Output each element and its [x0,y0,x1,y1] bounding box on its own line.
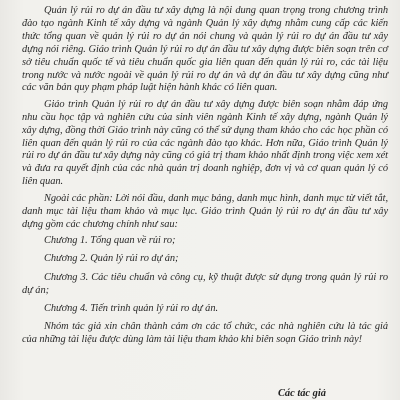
paragraph-purpose: Giáo trình Quản lý rủi ro dự án đầu tư xây dựng được biên soạn nhằm đáp ứng nhu cầu học tập và nghiên cứu của sinh viên ngành Kinh tế xây dựng, ngành Quản lý xây dựng, đồng thời Giáo trình này cũng có thể sử dụng tham khảo cho các học phần có liên quan đến quản lý rủi ro của các ngành đào tạo khác. Hơn nữa, Giáo trình Quản lý rủi ro dự án đầu tư xây dựng này cũng có giá trị tham khảo nhất định trong việc xem xét và đưa ra quyết định của các nhà quản trị doanh nghiệp, đơn vị và cơ quan quản lý có liên quan. [22,98,388,188]
paragraph-structure: Ngoài các phần: Lời nói đầu, danh mục bảng, danh mục hình, danh mục từ viết tắt, danh mục tài liệu tham khảo và mục lục. Giáo trình Quản lý rủi ro dự án đầu tư xây dựng gồm các chương chính như sau: [22,192,388,230]
paragraph-intro: Quản lý rủi ro dự án đầu tư xây dựng là nội dung quan trọng trong chương trình đào tạo ngành Kinh tế xây dựng và ngành Quản lý xây dựng nhằm cung cấp các kiến thức tổng quan về quản lý rủi ro dự án nói chung và quản lý rủi ro dự án đầu tư xây dựng nói riêng. Giáo trình Quản lý rủi ro dự án đầu tư xây dựng được biên soạn trên cơ sở tiêu chuẩn quốc tế và tiêu chuẩn quốc gia liên quan đến quản lý rủi ro, các tài liệu trong nước và nước ngoài về quản lý rủi ro dự án và dự án đầu tư xây dựng cũng như các văn bản quy phạm pháp luật hiện hành khác có liên quan. [22,5,388,94]
chapter-item-3: Chương 3. Các tiêu chuẩn và công cụ, kỹ thuật được sử dụng trong quản lý rủi ro dự án; [22,271,388,296]
page-text [22,5,388,351]
author-signature: Các tác giả [278,388,326,399]
chapter-item-1: Chương 1. Tổng quan về rủi ro; [44,234,176,246]
paragraph-acknowledgement: Nhóm tác giả xin chân thành cảm ơn các tổ chức, các nhà nghiên cứu là tác giả của những tài liệu được dùng làm tài liệu tham khảo khi biên soạn Giáo trình này! [22,321,388,346]
chapter-item-2: Chương 2. Quản lý rủi ro dự án; [44,253,179,265]
chapter-item-4: Chương 4. Tiến trình quản lý rủi ro dự án. [44,303,219,315]
